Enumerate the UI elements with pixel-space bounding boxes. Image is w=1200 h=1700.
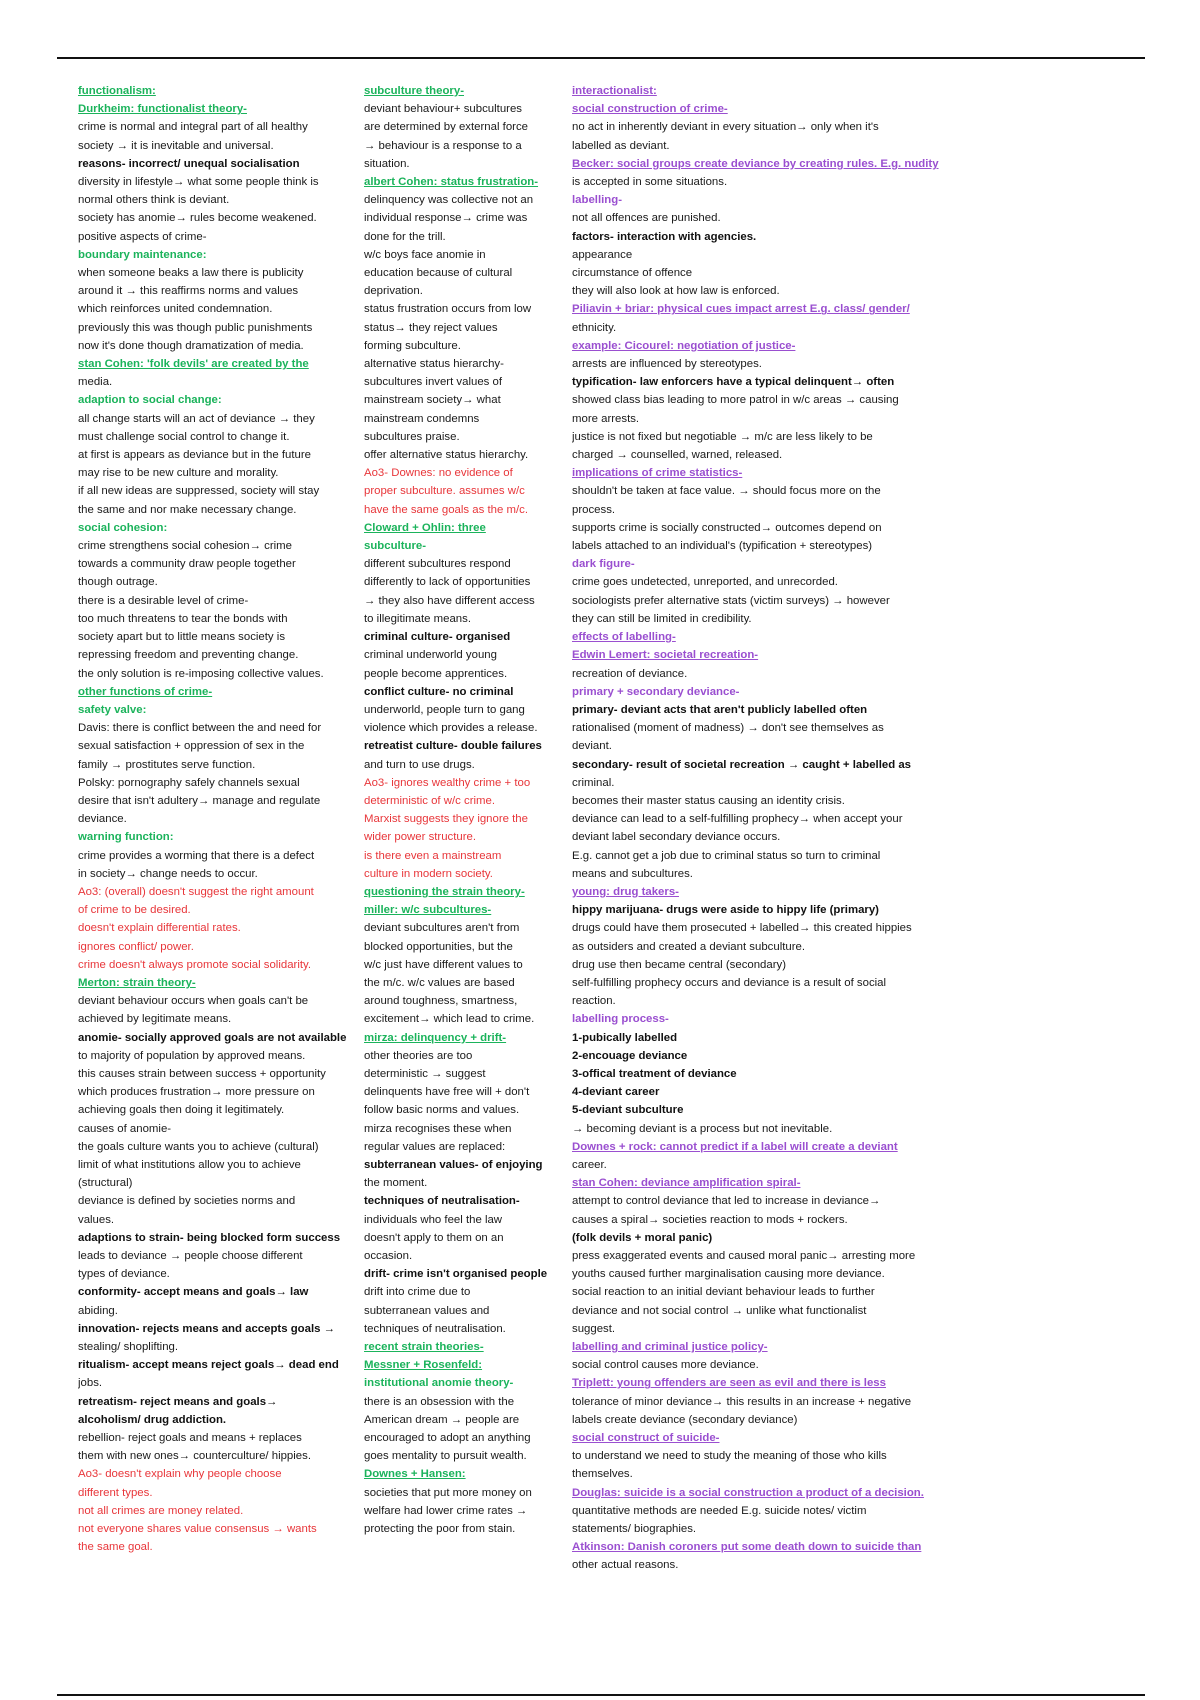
note-line: 1-pubically labelled	[572, 1031, 678, 1044]
note-line: interactionalist:	[572, 85, 657, 97]
note-line: reasons- incorrect/ unequal socialisation	[78, 157, 300, 170]
note-line: sexual satisfaction + oppression of sex in the	[78, 740, 305, 753]
note-line: adaption to social change:	[78, 394, 222, 407]
note-line: achieving goals then doing it legitimately.	[78, 1104, 285, 1117]
note-line: there is a desirable level of crime-	[78, 594, 249, 607]
note-line: alcoholism/ drug addiction.	[78, 1413, 227, 1426]
note-line: labelling-	[572, 194, 622, 207]
note-line: proper subculture. assumes w/c	[364, 485, 525, 498]
note-line: shouldn't be taken at face value. → should focus more on the	[572, 485, 881, 498]
note-line: repressing freedom and preventing change.	[78, 649, 299, 662]
note-line: Triplett: young offenders are seen as evil and there is less	[572, 1377, 886, 1390]
note-line: subcultures invert values of	[364, 376, 503, 389]
note-line: implications of crime statistics-	[572, 467, 743, 480]
note-line: deviant behaviour occurs when goals can't be	[78, 995, 309, 1008]
note-line: forming subculture.	[364, 339, 461, 352]
note-line: follow basic norms and values.	[364, 1104, 520, 1117]
note-line: drift into crime due to	[364, 1286, 471, 1299]
note-line: deprivation.	[364, 285, 423, 298]
note-line: this causes strain between success + opportunity	[78, 1067, 326, 1080]
note-line: crime provides a worming that there is a defect	[78, 849, 315, 862]
note-line: process.	[572, 503, 616, 516]
note-line: people become apprentices.	[364, 667, 508, 680]
note-line: and turn to use drugs.	[364, 758, 475, 771]
note-line: E.g. cannot get a job due to criminal status so turn to criminal	[572, 849, 881, 862]
note-line: self-fulfilling prophecy occurs and deviance is a result of social	[572, 976, 887, 989]
note-line: delinquents have free will + don't	[364, 1086, 530, 1099]
note-line: other theories are too	[364, 1049, 473, 1062]
note-line: offer alternative status hierarchy.	[364, 449, 529, 462]
note-line: around it → this reaffirms norms and values	[78, 285, 299, 298]
note-line: social reaction to an initial deviant behaviour leads to further	[572, 1286, 875, 1299]
note-line: excitement→ which lead to crime.	[364, 1013, 535, 1026]
note-line: Ao3- ignores wealthy crime + too	[364, 776, 531, 789]
note-line: not all crimes are money related.	[78, 1504, 244, 1517]
note-line: crime strengthens social cohesion→ crime	[78, 540, 292, 553]
note-line: conformity- accept means and goals→ law	[78, 1286, 309, 1299]
note-line: 3-offical treatment of deviance	[572, 1067, 737, 1080]
note-line: to majority of population by approved means.	[78, 1049, 306, 1062]
note-line: anomie- socially approved goals are not available	[78, 1031, 347, 1044]
note-line: criminal culture- organised	[364, 631, 511, 644]
note-line: labels create deviance (secondary deviance)	[572, 1413, 798, 1426]
note-line: have the same goals as the m/c.	[364, 503, 528, 516]
note-line: to illegitimate means.	[364, 612, 471, 625]
note-line: of crime to be desired.	[78, 904, 191, 917]
note-line: blocked opportunities, but the	[364, 940, 513, 953]
note-line: at first is appears as deviance but in the future	[78, 449, 312, 462]
note-line: situation.	[364, 157, 410, 170]
note-line: media.	[78, 376, 113, 389]
note-line: social cohesion:	[78, 521, 168, 534]
note-line: drugs could have them prosecuted + labelled→ this created hippies	[572, 922, 912, 935]
note-line: adaptions to strain- being blocked form success	[78, 1231, 341, 1244]
note-line: 4-deviant career	[572, 1086, 660, 1099]
note-line: young: drug takers-	[572, 885, 679, 898]
note-line: circumstance of offence	[572, 267, 693, 280]
note-line: the moment.	[364, 1177, 428, 1190]
note-line: typification- law enforcers have a typical delinquent→ often	[572, 376, 895, 389]
note-line: the goals culture wants you to achieve (cultural)	[78, 1140, 319, 1153]
note-line: social control causes more deviance.	[572, 1359, 759, 1372]
note-line: suggest.	[572, 1322, 616, 1335]
note-line: differently to lack of opportunities	[364, 576, 531, 589]
note-line: secondary- result of societal recreation → caught + labelled as	[572, 758, 911, 771]
note-line: the same goal.	[78, 1541, 153, 1554]
note-line: (folk devils + moral panic)	[572, 1231, 713, 1244]
note-line: deterministic → suggest	[364, 1067, 486, 1080]
note-line: leads to deviance → people choose different	[78, 1250, 303, 1262]
note-line: Ao3- doesn't explain why people choose	[78, 1468, 282, 1481]
note-line: abiding.	[78, 1304, 118, 1317]
note-line: deviance is defined by societies norms and	[78, 1195, 296, 1208]
note-line: violence which provides a release.	[364, 722, 538, 735]
note-line: other functions of crime-	[78, 685, 213, 698]
note-line: regular values are replaced:	[364, 1140, 506, 1153]
note-line: subterranean values- of enjoying	[364, 1158, 543, 1171]
note-line: Downes + rock: cannot predict if a label will create a deviant	[572, 1140, 898, 1153]
note-line: must challenge social control to change it.	[78, 430, 290, 443]
note-line: now it's done though dramatization of media.	[78, 339, 304, 352]
note-line: around toughness, smartness,	[364, 995, 518, 1008]
note-line: Ao3- Downes: no evidence of	[364, 467, 513, 480]
note-line: rebellion- reject goals and means + replaces	[78, 1432, 302, 1445]
note-line: ritualism- accept means reject goals→ dead end	[78, 1359, 339, 1372]
note-line: types of deviance.	[78, 1268, 170, 1281]
note-line: press exaggerated events and caused moral panic→ arresting more	[572, 1250, 916, 1262]
note-line: supports crime is socially constructed→ outcomes depend on	[572, 521, 882, 534]
note-line: when someone beaks a law there is publicity	[78, 267, 304, 280]
note-line: labels attached to an individual's (typification + stereotypes)	[572, 540, 873, 553]
note-line: deviance can lead to a self-fulfilling prophecy→ when accept your	[572, 813, 903, 826]
note-line: tolerance of minor deviance→ this results in an increase + negative	[572, 1395, 912, 1408]
note-line: causes of anomie-	[78, 1122, 172, 1135]
note-line: society → it is inevitable and universal.	[78, 139, 274, 152]
note-line: Becker: social groups create deviance by creating rules. E.g. nudity	[572, 157, 939, 170]
note-line: alternative status hierarchy-	[364, 358, 504, 371]
note-line: (structural)	[78, 1177, 133, 1190]
note-line: w/c boys face anomie in	[364, 248, 486, 261]
note-line: Cloward + Ohlin: three	[364, 521, 486, 534]
note-line: causes a spiral→ societies reaction to mods + rockers.	[572, 1213, 848, 1226]
note-line: not all offences are punished.	[572, 212, 721, 225]
note-line: society has anomie→ rules become weakened.	[78, 212, 317, 225]
note-line: mirza: delinquency + drift-	[364, 1031, 507, 1044]
column-interactionalist	[572, 82, 964, 1575]
note-line: becomes their master status causing an identity crisis.	[572, 794, 845, 807]
note-line: showed class bias leading to more patrol in w/c areas → causing	[572, 394, 899, 407]
note-line: status→ they reject values	[364, 321, 498, 334]
note-line: they will also look at how law is enforced.	[572, 285, 780, 298]
note-line: → becoming deviant is a process but not inevitable.	[572, 1122, 833, 1135]
note-line: techniques of neutralisation-	[364, 1195, 520, 1208]
note-line: retreatism- reject means and goals→	[78, 1395, 278, 1408]
note-line: status frustration occurs from low	[364, 303, 532, 316]
note-line: youths caused further marginalisation causing more deviance.	[572, 1268, 885, 1281]
note-line: subcultures praise.	[364, 430, 460, 443]
note-line: which reinforces united condemnation.	[78, 303, 273, 316]
note-line: statements/ biographies.	[572, 1523, 697, 1536]
note-line: dark figure-	[572, 558, 635, 571]
note-line: deviant.	[572, 740, 612, 753]
note-line: are determined by external force	[364, 121, 528, 134]
note-line: labelling process-	[572, 1013, 669, 1026]
note-line: different subcultures respond	[364, 558, 511, 571]
note-line: drug use then became central (secondary)	[572, 958, 787, 971]
note-line: example: Cicourel: negotiation of justice-	[572, 339, 796, 352]
note-line: to understand we need to study the meaning of those who kills	[572, 1450, 887, 1463]
note-line: jobs.	[78, 1377, 103, 1390]
note-line: different types.	[78, 1486, 153, 1499]
note-line: towards a community draw people together	[78, 558, 296, 571]
note-line: they can still be limited in credibility.	[572, 612, 752, 625]
note-line: doesn't explain differential rates.	[78, 922, 241, 935]
note-line: deviance and not social control → unlike what functionalist	[572, 1304, 867, 1317]
note-line: is accepted in some situations.	[572, 176, 728, 189]
note-line: other actual reasons.	[572, 1559, 679, 1572]
column-subculture-theory	[364, 82, 562, 1538]
note-line: the m/c. w/c values are based	[364, 976, 515, 989]
note-line: welfare had lower crime rates →	[364, 1504, 528, 1517]
note-line: goes mentality to pursuit wealth.	[364, 1450, 527, 1463]
note-line: albert Cohen: status frustration-	[364, 176, 539, 189]
note-line: criminal.	[572, 776, 615, 789]
note-line: all change starts will an act of deviance → they	[78, 412, 315, 425]
note-line: there is an obsession with the	[364, 1395, 515, 1408]
note-line: arrests are influenced by stereotypes.	[572, 358, 762, 371]
note-line: recent strain theories-	[364, 1341, 484, 1354]
note-line: primary + secondary deviance-	[572, 685, 740, 698]
column-functionalism	[78, 82, 361, 1556]
note-line: → behaviour is a response to a	[364, 139, 522, 152]
note-line: though outrage.	[78, 576, 158, 589]
note-line: stan Cohen: 'folk devils' are created by the	[78, 358, 309, 371]
note-line: more arrests.	[572, 412, 640, 425]
note-line: them with new ones→ counterculture/ hippies.	[78, 1450, 311, 1463]
note-line: deterministic of w/c crime.	[364, 794, 496, 807]
note-line: questioning the strain theory-	[364, 885, 525, 898]
note-line: Messner + Rosenfeld:	[364, 1359, 483, 1372]
note-line: deviant label secondary deviance occurs.	[572, 831, 781, 844]
note-line: reaction.	[572, 995, 616, 1008]
note-line: labelled as deviant.	[572, 139, 670, 152]
note-line: limit of what institutions allow you to achieve	[78, 1158, 301, 1171]
note-line: drift- crime isn't organised people	[364, 1268, 548, 1281]
note-line: Downes + Hansen:	[364, 1468, 466, 1481]
note-line: institutional anomie theory-	[364, 1377, 514, 1390]
note-line: positive aspects of crime-	[78, 230, 207, 243]
note-line: too much threatens to tear the bonds with	[78, 612, 288, 625]
note-line: mirza recognises these when	[364, 1122, 512, 1135]
note-line: deviant behaviour+ subcultures	[364, 103, 522, 116]
note-line: Polsky: pornography safely channels sexual	[78, 776, 300, 789]
note-line: social construction of crime-	[572, 103, 728, 116]
note-line: previously this was though public punishments	[78, 321, 313, 334]
note-line: conflict culture- no criminal	[364, 685, 514, 698]
note-line: diversity in lifestyle→ what some people think is	[78, 176, 319, 189]
note-line: Ao3: (overall) doesn't suggest the right amount	[78, 885, 314, 898]
note-line: Douglas: suicide is a social construction a product of a decision.	[572, 1486, 924, 1499]
note-line: warning function:	[78, 831, 174, 844]
note-line: underworld, people turn to gang	[364, 703, 525, 716]
note-line: sociologists prefer alternative stats (victim surveys) → however	[572, 594, 890, 607]
note-line: society apart but to little means society is	[78, 631, 286, 644]
note-line: societies that put more money on	[364, 1486, 532, 1499]
note-line: deviant subcultures aren't from	[364, 922, 520, 935]
note-line: safety valve:	[78, 703, 147, 716]
note-line: not everyone shares value consensus → wants	[78, 1523, 317, 1536]
note-line: innovation- rejects means and accepts goals →	[78, 1322, 336, 1335]
note-line: family → prostitutes serve function.	[78, 758, 256, 771]
note-line: subculture-	[364, 540, 427, 553]
note-line: mainstream society→ what	[364, 394, 501, 407]
note-line: encouraged to adopt an anything	[364, 1432, 531, 1445]
bottom-rule	[57, 1694, 1145, 1696]
note-line: American dream → people are	[364, 1413, 520, 1426]
note-line: appearance	[572, 248, 633, 261]
note-line: is there even a mainstream	[364, 849, 502, 862]
note-line: culture in modern society.	[364, 867, 493, 880]
note-line: ethnicity.	[572, 321, 617, 334]
note-line: desire that isn't adultery→ manage and regulate	[78, 794, 321, 807]
note-line: crime goes undetected, unreported, and unrecorded.	[572, 576, 838, 589]
note-line: attempt to control deviance that led to increase in deviance→	[572, 1195, 881, 1208]
note-line: hippy marijuana- drugs were aside to hippy life (primary)	[572, 904, 879, 917]
note-line: labelling and criminal justice policy-	[572, 1341, 768, 1354]
note-line: deviance.	[78, 813, 127, 826]
note-line: recreation of deviance.	[572, 667, 688, 680]
note-line: individual response→ crime was	[364, 212, 528, 225]
note-line: Marxist suggests they ignore the	[364, 813, 528, 826]
note-line: ignores conflict/ power.	[78, 940, 194, 953]
note-line: subterranean values and	[364, 1304, 490, 1317]
note-line: means and subcultures.	[572, 867, 693, 880]
note-line: w/c just have different values to	[364, 958, 523, 971]
note-line: mainstream condemns	[364, 412, 480, 425]
note-line: charged → counselled, warned, released.	[572, 449, 783, 462]
note-line: Merton: strain theory-	[78, 976, 196, 989]
note-line: normal others think is deviant.	[78, 194, 230, 207]
note-line: delinquency was collective not an	[364, 194, 534, 207]
note-line: Piliavin + briar: physical cues impact arrest E.g. class/ gender/	[572, 303, 910, 316]
note-line: education because of cultural	[364, 267, 513, 280]
note-line: effects of labelling-	[572, 631, 676, 644]
note-line: Davis: there is conflict between the and need for	[78, 722, 322, 735]
note-line: retreatist culture- double failures	[364, 740, 542, 753]
note-line: 5-deviant subculture	[572, 1104, 684, 1117]
note-line: achieved by legitimate means.	[78, 1013, 232, 1026]
note-line: Durkheim: functionalist theory-	[78, 103, 247, 116]
note-line: stan Cohen: deviance amplification spiral-	[572, 1177, 801, 1190]
note-line: doesn't apply to them on an	[364, 1231, 504, 1244]
note-line: values.	[78, 1213, 115, 1226]
note-line: may rise to be new culture and morality.	[78, 467, 279, 480]
note-line: criminal underworld young	[364, 649, 497, 662]
note-line: boundary maintenance:	[78, 248, 207, 261]
note-line: protecting the poor from stain.	[364, 1523, 516, 1536]
note-line: subculture theory-	[364, 85, 464, 97]
note-line: functionalism:	[78, 85, 156, 97]
note-line: → they also have different access	[364, 594, 535, 607]
note-line: justice is not fixed but negotiable → m/c are less likely to be	[572, 430, 873, 443]
note-line: social construct of suicide-	[572, 1432, 720, 1445]
note-line: as outsiders and created a deviant subculture.	[572, 940, 806, 953]
top-rule	[57, 57, 1145, 59]
note-line: done for the trill.	[364, 230, 446, 243]
note-line: which produces frustration→ more pressure on	[78, 1086, 315, 1099]
note-line: quantitative methods are needed E.g. suicide notes/ victim	[572, 1504, 867, 1517]
note-line: individuals who feel the law	[364, 1213, 503, 1226]
note-line: miller: w/c subcultures-	[364, 904, 492, 917]
note-line: techniques of neutralisation.	[364, 1322, 506, 1335]
note-line: occasion.	[364, 1250, 413, 1262]
note-line: in society→ change needs to occur.	[78, 867, 258, 880]
note-line: the same and nor make necessary change.	[78, 503, 297, 516]
note-line: 2-encouage deviance	[572, 1049, 688, 1062]
note-line: primary- deviant acts that aren't publicly labelled often	[572, 703, 868, 716]
note-line: career.	[572, 1158, 607, 1171]
note-line: crime is normal and integral part of all healthy	[78, 121, 308, 134]
note-line: if all new ideas are suppressed, society will stay	[78, 485, 320, 498]
note-line: no act in inherently deviant in every situation→ only when it's	[572, 121, 879, 134]
note-line: rationalised (moment of madness) → don't see themselves as	[572, 722, 884, 735]
note-line: crime doesn't always promote social solidarity.	[78, 958, 312, 971]
note-line: wider power structure.	[364, 831, 477, 844]
note-line: themselves.	[572, 1468, 633, 1481]
note-line: the only solution is re-imposing collective values.	[78, 667, 324, 680]
note-line: factors- interaction with agencies.	[572, 230, 757, 243]
note-line: Atkinson: Danish coroners put some death down to suicide than	[572, 1541, 922, 1554]
note-line: stealing/ shoplifting.	[78, 1341, 179, 1354]
note-line: Edwin Lemert: societal recreation-	[572, 649, 759, 662]
